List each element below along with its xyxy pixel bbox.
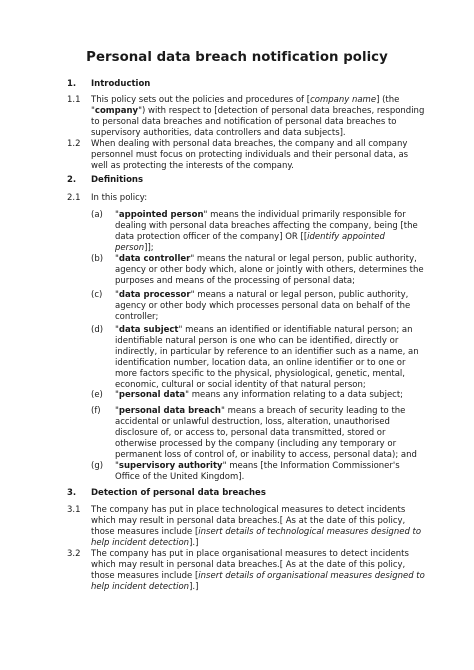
clause-number: 1.2 [67,139,81,149]
definition-line: permanent loss of control of, or inability to access, personal data); and [115,450,417,461]
definition-text [115,210,418,254]
section-title: Detection of personal data breaches [91,488,266,498]
clause-line: well as protecting the interests of the company. [91,161,294,172]
clause-line: which may result in personal data breaches.[ As at the date of this policy, [91,516,406,527]
definition-line: disclosure of, or access to, personal data transmitted, stored or [115,428,386,439]
definition-line: "data processor" means a natural or legal person, public authority, [115,290,409,300]
definition-line: "supervisory authority" means [the Information Commissioner's [115,461,400,471]
clause-text [91,505,421,549]
clause-line: help incident detection].] [91,582,199,593]
item-label: (g) [91,461,104,471]
definition-text [115,461,400,483]
definition-line: "personal data breach" means a breach of security leading to the [115,406,406,416]
clause-line: help incident detection].] [91,538,199,549]
section-number: 1. [67,79,77,89]
definition-line: "data controller" means the natural or legal person, public authority, [115,254,417,264]
clause-number: 3.2 [67,549,81,559]
section-number: 2. [67,175,77,185]
item-label: (e) [91,390,103,400]
item-label: (a) [91,210,103,220]
definition-line: identification number, location data, an online identifier or to one or [115,358,406,369]
definition-line: dealing with personal data breaches affecting the company, being [the [115,221,418,232]
document-title: Personal data breach notification policy [86,50,388,65]
section-title: Introduction [91,79,151,89]
item-label: (d) [91,325,104,335]
definition-line: controller; [115,312,159,323]
definition-line: "personal data" means any information relating to a data subject; [115,390,404,400]
definition-line: agency or other body which, alone or jointly with others, determines the [115,265,424,276]
definition-text [115,390,403,401]
clause-number: 3.1 [67,505,81,515]
clause-line: The company has put in place technological measures to detect incidents [91,505,406,515]
clause-text [91,549,425,593]
clause-line: which may result in personal data breaches.[ As at the date of this policy, [91,560,406,571]
clause-line: When dealing with personal data breaches, the company and all company [91,139,408,149]
clause-line: to personal data breaches and notification of personal data breaches to [91,117,397,128]
item-label: (b) [91,254,104,264]
clause-line: "company") with respect to [detection of personal data breaches, responding [91,106,425,117]
definition-text [115,290,410,323]
definition-line: "appointed person" means the individual primarily responsible for [115,210,406,220]
clause-text [91,193,147,204]
definition-line: agency or other body which processes personal data on behalf of the [115,301,411,312]
definition-line: economic, cultural or social identity of that natural person; [115,380,366,391]
definition-line: person]]; [115,243,154,254]
definition-text [115,254,424,287]
item-label: (f) [91,406,101,416]
definition-line: accidental or unlawful destruction, loss, alteration, unauthorised [115,417,390,428]
definition-text [115,325,419,392]
definition-line: identifiable natural person is one who can be identified, directly or [115,336,399,347]
clause-line: those measures include [insert details of technological measures designed to [91,527,422,538]
definition-line: otherwise processed by the company (including any temporary or [115,439,397,450]
clause-number: 2.1 [67,193,81,203]
definition-line: "data subject" means an identified or identifiable natural person; an [115,325,413,335]
clause-line: The company has put in place organisational measures to detect incidents [91,549,409,559]
definition-line: data protection officer of the company] OR [[identify appointed [115,232,385,243]
clause-line: This policy sets out the policies and procedures of [company name] (the [91,95,400,105]
clause-number: 1.1 [67,95,81,105]
section-title: Definitions [91,175,144,185]
clause-line: In this policy: [91,193,148,203]
clause-text [91,139,408,172]
section-number: 3. [67,488,77,498]
definition-line: purposes and means of the processing of personal data; [115,276,355,287]
definition-text [115,406,417,461]
clause-line: those measures include [insert details of organisational measures designed to [91,571,425,582]
definition-line: Office of the United Kingdom]. [115,472,245,483]
definition-line: indirectly, in particular by reference to an identifier such as a name, an [115,347,419,358]
clause-line: supervisory authorities, data controllers and data subjects]. [91,128,346,139]
definition-line: more factors specific to the physical, physiological, genetic, mental, [115,369,405,380]
item-label: (c) [91,290,103,300]
clause-text [91,95,424,139]
clause-line: personnel must focus on protecting individuals and their personal data, as [91,150,409,161]
